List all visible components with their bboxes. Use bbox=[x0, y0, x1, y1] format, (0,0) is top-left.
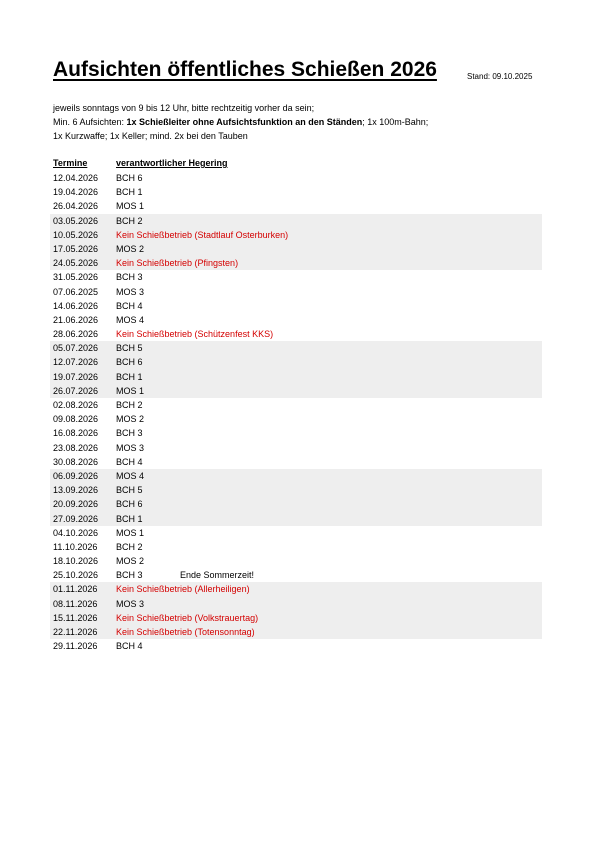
table-row bbox=[50, 199, 542, 213]
row-date: 15.11.2026 bbox=[53, 612, 98, 623]
row-date: 11.10.2026 bbox=[53, 541, 98, 552]
table-row bbox=[50, 497, 542, 511]
intro-line-1: jeweils sonntags von 9 bis 12 Uhr, bitte rechtzeitig vorher da sein; bbox=[53, 103, 315, 113]
row-hegering: Kein Schießbetrieb (Allerheiligen) bbox=[116, 584, 250, 595]
row-hegering: BCH 1 bbox=[116, 513, 143, 524]
intro-line-3: 1x Kurzwaffe; 1x Keller; mind. 2x bei den Tauben bbox=[53, 131, 248, 141]
intro-line-2 bbox=[53, 115, 553, 129]
header-termine: Termine bbox=[53, 158, 88, 168]
intro-line-2-prefix: Min. 6 Aufsichten: bbox=[53, 117, 127, 127]
table-row bbox=[50, 582, 542, 596]
table-row bbox=[50, 526, 542, 540]
table-row bbox=[50, 228, 542, 242]
row-hegering: BCH 1 bbox=[116, 371, 143, 382]
page-title: Aufsichten öffentliches Schießen 2026 bbox=[53, 58, 437, 81]
row-hegering: BCH 3 bbox=[116, 272, 143, 283]
row-hegering: MOS 1 bbox=[116, 201, 145, 212]
table-row bbox=[50, 171, 542, 185]
row-date: 19.04.2026 bbox=[53, 187, 99, 198]
table-row bbox=[50, 370, 542, 384]
row-date: 31.05.2026 bbox=[53, 272, 99, 283]
row-date: 29.11.2026 bbox=[53, 641, 98, 652]
schedule-table bbox=[50, 171, 542, 653]
row-date: 01.11.2026 bbox=[53, 584, 98, 595]
row-date: 26.04.2026 bbox=[53, 201, 99, 212]
table-row bbox=[50, 412, 542, 426]
row-note: Ende Sommerzeit! bbox=[180, 570, 255, 581]
table-row bbox=[50, 568, 542, 582]
row-date: 20.09.2026 bbox=[53, 499, 99, 510]
row-hegering: BCH 5 bbox=[116, 343, 143, 354]
row-date: 23.08.2026 bbox=[53, 442, 99, 453]
table-row bbox=[50, 611, 542, 625]
row-hegering: BCH 6 bbox=[116, 357, 143, 368]
row-date: 19.07.2026 bbox=[53, 371, 99, 382]
row-date: 08.11.2026 bbox=[53, 598, 98, 609]
row-date: 02.08.2026 bbox=[53, 400, 99, 410]
row-hegering: MOS 4 bbox=[116, 470, 145, 481]
table-row bbox=[50, 256, 542, 270]
table-row bbox=[50, 455, 542, 469]
row-hegering: BCH 2 bbox=[116, 215, 143, 226]
row-date: 24.05.2026 bbox=[53, 258, 99, 269]
row-hegering: MOS 2 bbox=[116, 556, 145, 567]
row-date: 30.08.2026 bbox=[53, 456, 99, 467]
row-date: 04.10.2026 bbox=[53, 527, 99, 538]
table-row bbox=[50, 469, 542, 483]
table-row bbox=[50, 384, 542, 398]
row-hegering: MOS 2 bbox=[116, 414, 145, 425]
row-hegering: BCH 3 bbox=[116, 570, 143, 581]
row-date: 18.10.2026 bbox=[53, 556, 99, 567]
row-hegering: BCH 6 bbox=[116, 173, 143, 183]
table-row bbox=[50, 270, 542, 284]
header-hegering: verantwortlicher Hegering bbox=[116, 158, 228, 168]
row-date: 05.07.2026 bbox=[53, 343, 99, 354]
table-row bbox=[50, 313, 542, 327]
table-row bbox=[50, 327, 542, 341]
row-date: 16.08.2026 bbox=[53, 428, 99, 439]
table-row bbox=[50, 483, 542, 497]
table-row bbox=[50, 355, 542, 369]
row-date: 09.08.2026 bbox=[53, 414, 99, 425]
row-hegering: BCH 6 bbox=[116, 499, 143, 510]
row-hegering: BCH 2 bbox=[116, 541, 143, 552]
row-date: 14.06.2026 bbox=[53, 300, 99, 311]
stand-date: Stand: 09.10.2025 bbox=[467, 72, 533, 81]
row-hegering: BCH 4 bbox=[116, 300, 143, 311]
table-row bbox=[50, 639, 542, 653]
table-row bbox=[50, 185, 542, 199]
table-row bbox=[50, 242, 542, 256]
row-date: 10.05.2026 bbox=[53, 229, 99, 240]
table-row bbox=[50, 426, 542, 440]
table-row bbox=[50, 554, 542, 568]
row-date: 21.06.2026 bbox=[53, 314, 99, 325]
intro-line-2-suffix: ; 1x 100m-Bahn; bbox=[362, 117, 429, 127]
row-hegering: BCH 5 bbox=[116, 485, 143, 496]
row-hegering: Kein Schießbetrieb (Stadtlauf Osterburken) bbox=[116, 229, 289, 240]
row-date: 17.05.2026 bbox=[53, 243, 99, 254]
table-row bbox=[50, 214, 542, 228]
table-row bbox=[50, 341, 542, 355]
table-row bbox=[50, 441, 542, 455]
row-hegering: BCH 3 bbox=[116, 428, 143, 439]
row-hegering: BCH 2 bbox=[116, 400, 143, 410]
row-hegering: MOS 3 bbox=[116, 598, 145, 609]
row-hegering: BCH 1 bbox=[116, 187, 143, 198]
row-date: 12.04.2026 bbox=[53, 173, 99, 183]
row-hegering: MOS 2 bbox=[116, 243, 145, 254]
row-date: 12.07.2026 bbox=[53, 357, 99, 368]
row-hegering: BCH 4 bbox=[116, 456, 143, 467]
row-date: 27.09.2026 bbox=[53, 513, 99, 524]
table-row bbox=[50, 398, 542, 412]
row-hegering: Kein Schießbetrieb (Totensonntag) bbox=[116, 627, 255, 637]
table-row bbox=[50, 299, 542, 313]
row-date: 28.06.2026 bbox=[53, 329, 99, 340]
row-date: 03.05.2026 bbox=[53, 215, 99, 226]
row-hegering: Kein Schießbetrieb (Pfingsten) bbox=[116, 258, 239, 269]
table-row bbox=[50, 512, 542, 526]
row-date: 25.10.2026 bbox=[53, 570, 99, 581]
intro-text bbox=[53, 101, 553, 143]
table-row bbox=[50, 540, 542, 554]
intro-line-2-bold: 1x Schießleiter ohne Aufsichtsfunktion an den Ständen bbox=[126, 117, 363, 127]
table-row bbox=[50, 625, 542, 639]
row-date: 13.09.2026 bbox=[53, 485, 99, 496]
row-date: 07.06.2025 bbox=[53, 286, 99, 297]
row-hegering: Kein Schießbetrieb (Volkstrauertag) bbox=[116, 612, 259, 623]
row-hegering: MOS 3 bbox=[116, 286, 145, 297]
row-hegering: MOS 1 bbox=[116, 527, 145, 538]
row-hegering: MOS 1 bbox=[116, 385, 145, 396]
row-date: 22.11.2026 bbox=[53, 627, 98, 637]
row-date: 26.07.2026 bbox=[53, 385, 99, 396]
row-hegering: Kein Schießbetrieb (Schützenfest KKS) bbox=[116, 329, 274, 340]
table-row bbox=[50, 285, 542, 299]
row-hegering: MOS 3 bbox=[116, 442, 145, 453]
row-date: 06.09.2026 bbox=[53, 470, 99, 481]
table-row bbox=[50, 597, 542, 611]
row-hegering: BCH 4 bbox=[116, 641, 143, 652]
row-hegering: MOS 4 bbox=[116, 314, 145, 325]
